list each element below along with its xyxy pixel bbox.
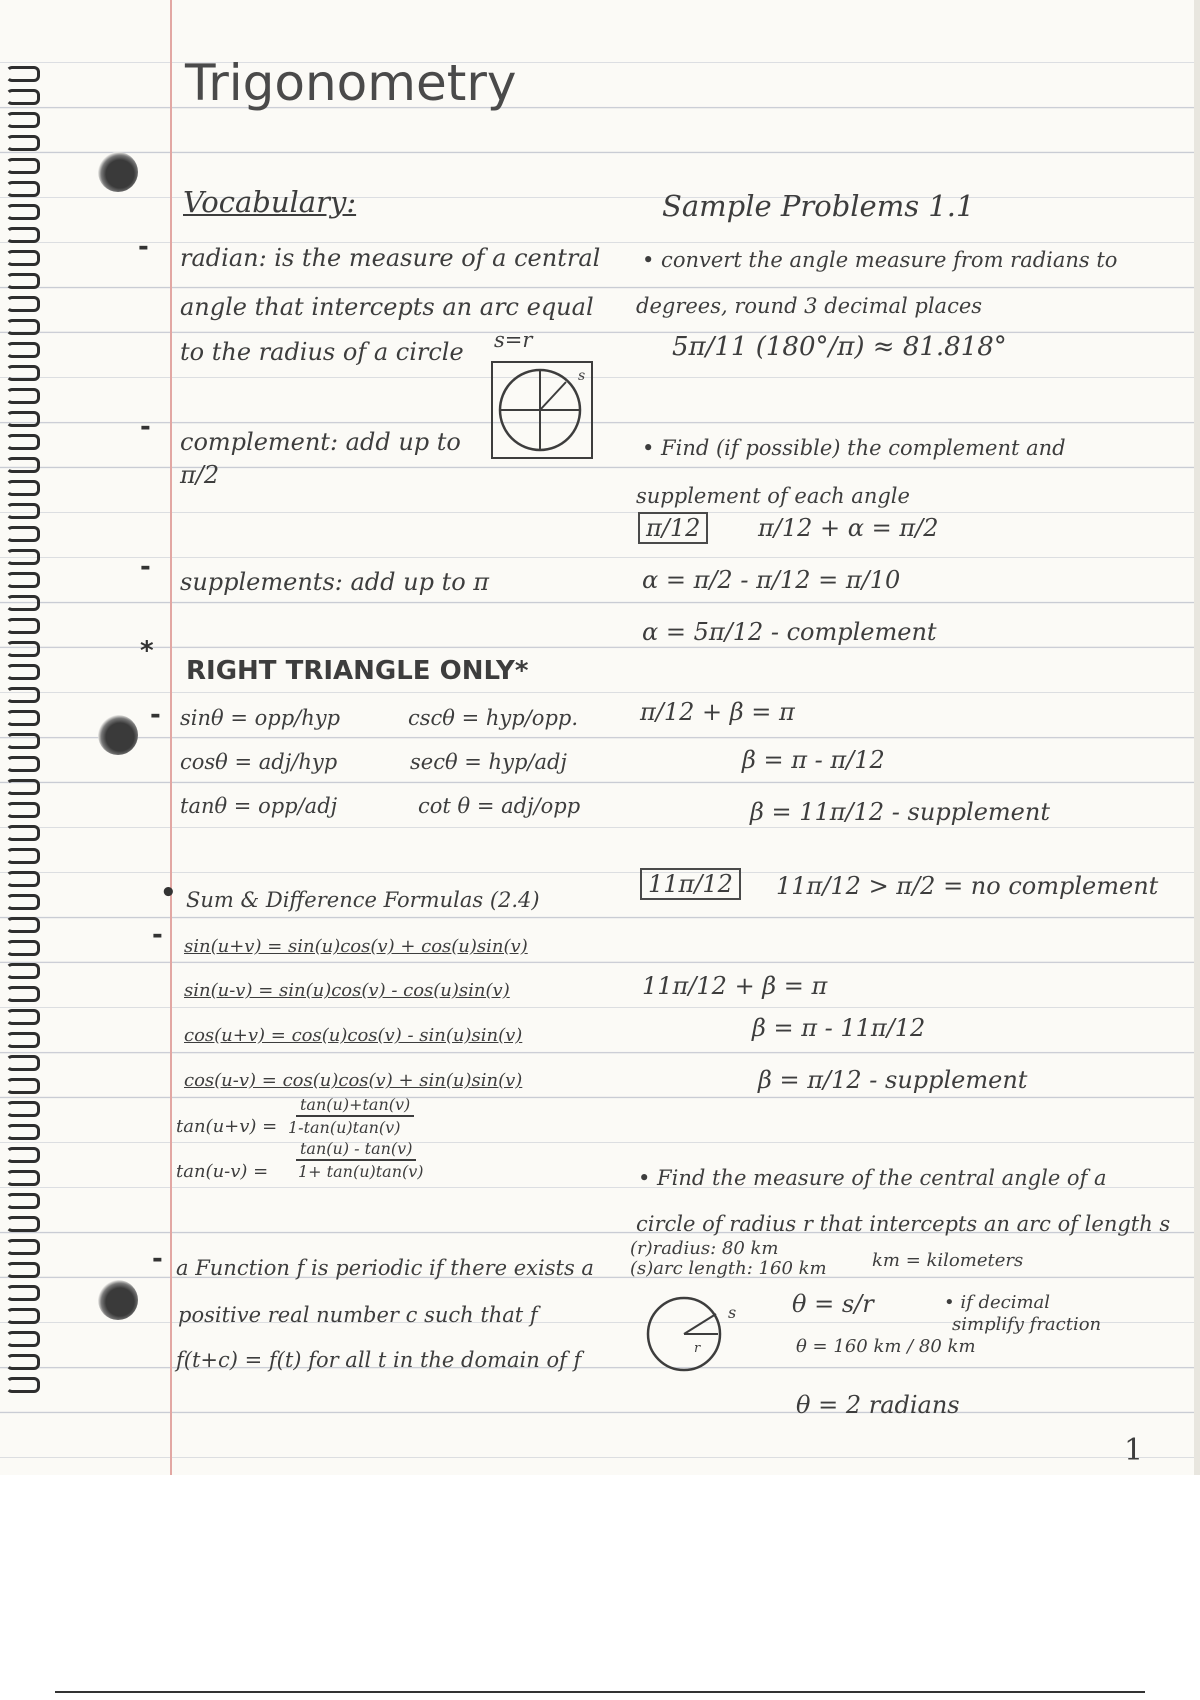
problem3-work-3: θ = 2 radians [796, 1391, 960, 1419]
spiral-coil [6, 1331, 40, 1347]
spiral-coil [6, 1170, 40, 1186]
dash-marker: - [140, 552, 151, 582]
spiral-coil [6, 112, 40, 128]
spiral-coil [6, 319, 40, 335]
spiral-coil [6, 1009, 40, 1025]
spiral-coil [6, 756, 40, 772]
sin-ratio: sinθ = opp/hyp [180, 706, 341, 730]
bottom-rule [55, 1691, 1145, 1693]
arc-s-label: s [728, 1303, 737, 1322]
tan-diff-label: tan(u-v) = [176, 1161, 269, 1182]
problem3-given-radius: (r)radius: 80 km [630, 1238, 779, 1259]
margin-line [170, 0, 172, 1475]
complement-line-2: π/2 [180, 461, 220, 489]
cos-ratio: cosθ = adj/hyp [180, 750, 338, 774]
spiral-coil [6, 802, 40, 818]
spiral-coil [6, 1078, 40, 1094]
complement-line-1: complement: add up to [180, 428, 461, 456]
problem3-work-1: θ = s/r [792, 1290, 874, 1318]
spiral-coil [6, 940, 40, 956]
tan-sum-numerator: tan(u)+tan(v) [296, 1097, 414, 1117]
spiral-coil [6, 1193, 40, 1209]
problem2-work2-1: 11π/12 > π/2 = no complement [776, 872, 1159, 900]
spiral-coil [6, 227, 40, 243]
tan-ratio: tanθ = opp/adj [180, 794, 338, 818]
spiral-coil [6, 388, 40, 404]
spiral-coil [6, 572, 40, 588]
spiral-coil [6, 1147, 40, 1163]
problem2-work-6: β = 11π/12 - supplement [750, 798, 1050, 826]
spiral-coil [6, 664, 40, 680]
page-edge [1194, 0, 1200, 1475]
sample-problems-heading: Sample Problems 1.1 [662, 189, 975, 223]
page-title: Trigonometry [185, 54, 517, 112]
problem2-box-11pi-12: 11π/12 [640, 868, 741, 900]
spiral-coil [6, 779, 40, 795]
dash-marker: - [152, 1244, 163, 1274]
tan-sum-label: tan(u+v) = [176, 1116, 278, 1137]
problem2-work-4: π/12 + β = π [640, 698, 795, 726]
supplements-line: supplements: add up to π [180, 568, 490, 596]
spiral-coil [6, 457, 40, 473]
sum-difference-heading: Sum & Difference Formulas (2.4) [186, 888, 540, 912]
cot-ratio: cot θ = adj/opp [418, 794, 581, 818]
s-equals-r: s=r [494, 328, 533, 352]
periodic-line-2: positive real number c such that f [178, 1303, 538, 1327]
spiral-coil [6, 894, 40, 910]
radian-line-2: angle that intercepts an arc equal [180, 293, 594, 321]
problem3-work-2: θ = 160 km / 80 km [796, 1336, 976, 1357]
tan-diff-denominator: 1+ tan(u)tan(v) [298, 1162, 424, 1181]
tan-sum-denominator: 1-tan(u)tan(v) [288, 1118, 401, 1137]
problem2-work2-3: β = π - 11π/12 [752, 1014, 926, 1042]
spiral-coil [6, 204, 40, 220]
arc-diagram [646, 1294, 756, 1374]
spiral-coil [6, 1285, 40, 1301]
spiral-coil [6, 273, 40, 289]
dash-marker: - [138, 232, 149, 262]
spiral-coil [6, 986, 40, 1002]
spiral-coil [6, 89, 40, 105]
problem2-work-5: β = π - π/12 [742, 746, 885, 774]
periodic-line-1: a Function f is periodic if there exists a [176, 1256, 594, 1280]
dash-marker: - [152, 920, 163, 950]
vocabulary-heading: Vocabulary: [183, 185, 357, 219]
problem2-work2-2: 11π/12 + β = π [642, 972, 828, 1000]
spiral-coil [6, 595, 40, 611]
spiral-coil [6, 66, 40, 82]
problem2-work-3: α = 5π/12 - complement [642, 618, 937, 646]
problem2-work-2: α = π/2 - π/12 = π/10 [642, 566, 901, 594]
spiral-coil [6, 1354, 40, 1370]
spiral-coil [6, 158, 40, 174]
spiral-coil [6, 296, 40, 312]
binder-hole [98, 715, 138, 755]
binder-hole [98, 152, 138, 192]
spiral-coil [6, 1055, 40, 1071]
radian-line-3: to the radius of a circle [180, 338, 464, 366]
spiral-coil [6, 1262, 40, 1278]
formula-sin-diff: sin(u-v) = sin(u)cos(v) - cos(u)sin(v) [184, 980, 510, 1001]
problem2-work2-4: β = π/12 - supplement [758, 1066, 1028, 1094]
problem1-line-2: degrees, round 3 decimal places [636, 294, 983, 318]
problem3-note-2: simplify fraction [952, 1314, 1102, 1335]
sec-ratio: secθ = hyp/adj [410, 750, 567, 774]
spiral-coil [6, 411, 40, 427]
radian-line-1: radian: is the measure of a central [180, 244, 601, 272]
spiral-coil [6, 641, 40, 657]
spiral-coil [6, 365, 40, 381]
spiral-coil [6, 1239, 40, 1255]
periodic-line-3: f(t+c) = f(t) for all t in the domain of f [176, 1348, 582, 1372]
spiral-coil [6, 963, 40, 979]
spiral-coil [6, 181, 40, 197]
page-number: 1 [1124, 1433, 1144, 1468]
diagram-s-label: s [578, 368, 586, 384]
formula-cos-sum: cos(u+v) = cos(u)cos(v) - sin(u)sin(v) [184, 1025, 523, 1046]
spiral-coil [6, 917, 40, 933]
spiral-coil [6, 710, 40, 726]
spiral-coil [6, 480, 40, 496]
spiral-coil [6, 1124, 40, 1140]
spiral-coil [6, 1308, 40, 1324]
spiral-coil [6, 848, 40, 864]
dash-marker: - [140, 412, 151, 442]
formula-sin-sum: sin(u+v) = sin(u)cos(v) + cos(u)sin(v) [184, 936, 528, 957]
star-marker: * [140, 636, 154, 666]
spiral-coil [6, 733, 40, 749]
problem3-line-1: • Find the measure of the central angle of a [638, 1166, 1107, 1190]
spiral-coil [6, 342, 40, 358]
problem2-line-2: supplement of each angle [636, 484, 910, 508]
formula-cos-diff: cos(u-v) = cos(u)cos(v) + sin(u)sin(v) [184, 1070, 523, 1091]
spiral-coil [6, 1216, 40, 1232]
spiral-coil [6, 871, 40, 887]
spiral-coil [6, 526, 40, 542]
spiral-coil [6, 503, 40, 519]
binder-hole [98, 1280, 138, 1320]
bullet-marker: • [160, 878, 177, 908]
radian-diagram [490, 360, 595, 460]
spiral-coil [6, 825, 40, 841]
problem1-work: 5π/11 (180°/π) ≈ 81.818° [672, 332, 1007, 362]
dash-marker: - [150, 700, 161, 730]
problem3-given-arc: (s)arc length: 160 km [630, 1258, 827, 1279]
spiral-coil [6, 618, 40, 634]
spiral-coil [6, 1377, 40, 1393]
problem2-box-pi-12: π/12 [638, 512, 708, 544]
spiral-coil [6, 434, 40, 450]
tan-diff-numerator: tan(u) - tan(v) [296, 1141, 416, 1161]
spiral-coil [6, 1101, 40, 1117]
spiral-coil [6, 687, 40, 703]
right-triangle-heading: RIGHT TRIANGLE ONLY* [186, 656, 529, 686]
arc-r-label: r [694, 1341, 701, 1356]
csc-ratio: cscθ = hyp/opp. [408, 706, 578, 730]
spiral-coil [6, 1032, 40, 1048]
spiral-coil [6, 135, 40, 151]
problem2-work-1: π/12 + α = π/2 [758, 514, 939, 542]
problem1-line-1: • convert the angle measure from radians to [642, 248, 1118, 272]
spiral-coil [6, 250, 40, 266]
problem3-km-note: km = kilometers [872, 1250, 1024, 1271]
problem2-line-1: • Find (if possible) the complement and [642, 436, 1066, 460]
problem3-line-2: circle of radius r that intercepts an arc of length s [636, 1212, 1171, 1236]
problem3-note-1: • if decimal [944, 1292, 1051, 1313]
spiral-coil [6, 549, 40, 565]
